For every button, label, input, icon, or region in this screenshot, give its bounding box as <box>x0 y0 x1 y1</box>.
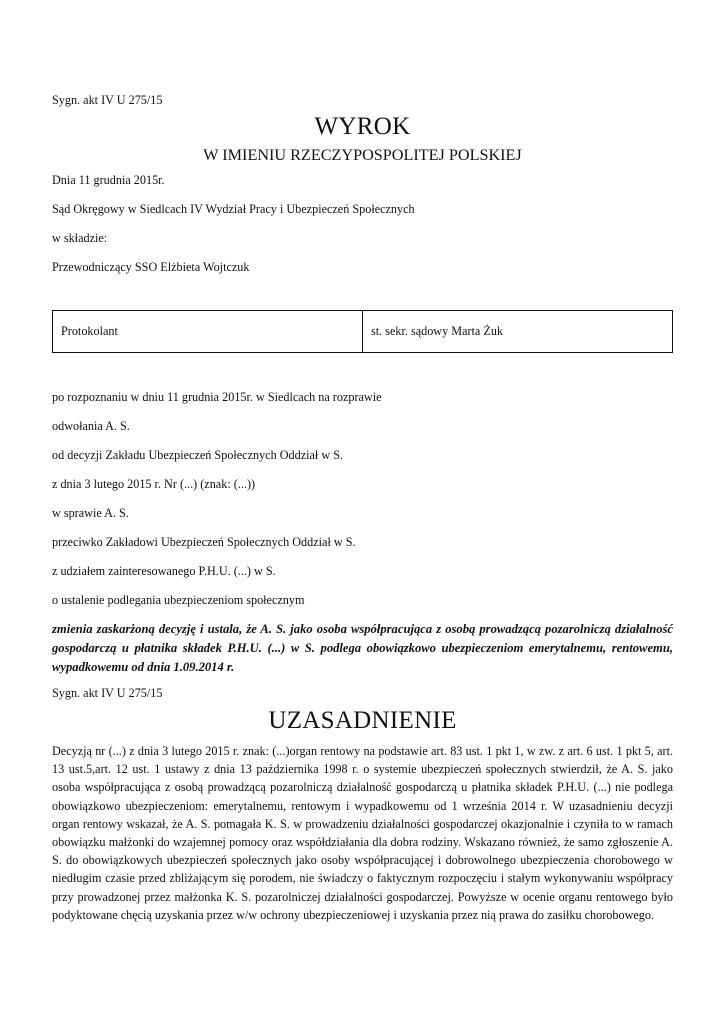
hearing-line: od decyzji Zakładu Ubezpieczeń Społecznych Oddział w S. <box>52 448 344 462</box>
hearing-line: w sprawie A. S. <box>52 506 129 520</box>
justification-paragraph: Decyzją nr (...) z dnia 3 lutego 2015 r. znak: (...)organ rentowy na podstawie art. 83 ust. 1 pkt 1, w zw. z art. 6 ust. 1 pkt 5, art. 13 ust.5,art. 12 ust. 1 ustawy z dnia 13 października 1998 r. o systemie ubezpieczeń społecznych stwierdził, że A. S. jako osoba współpracująca z osobą prowadzącą pozarolniczą działalność gospodarczą u płatnika składek P.H.U. (...) nie podlega obowiązkowo ubezpieczeniom: emerytalnemu, rentowym i wypadkowemu od 1 września 2014 r. W uzasadnieniu decyzji organ rentowy wskazał, że A. S. pomagała K. S. w prowadzeniu działalności gospodarczej okazjonalnie i czyniła to w ramach obowiązku małżonki do wzajemnej pomocy oraz współdziałania dla dobra rodziny. Wskazano również, że samo zgłoszenie A. S. do obowiązkowych ubezpieczeń społecznych jako osoby współpracującej i dobrowolnego ubezpieczenia chorobowego w niedługim czasie przed zbliżającym się porodem, nie świadczy o faktycznym rozpoczęciu i stałym wykonywaniu współpracy przy prowadzonej przez małżonka K. S. pozarolniczej działalności gospodarczej. Powyższe w ocenie organu rentowego było podyktowane chęcią uzyskania przez w/w ochrony ubezpieczeniowej i uzyskania przez nią prawa do zasiłku chorobowego. <box>52 744 673 922</box>
justification-title: UZASADNIENIE <box>268 707 457 734</box>
hearing-line: z dnia 3 lutego 2015 r. Nr (...) (znak: (...)) <box>52 477 256 491</box>
document-subtitle: W IMIENIU RZECZYPOSPOLITEJ POLSKIEJ <box>203 146 522 164</box>
hearing-line: odwołania A. S. <box>52 419 130 433</box>
protocol-value: st. sekr. sądowy Marta Żuk <box>363 311 673 353</box>
case-signature: Sygn. akt IV U 275/15 <box>52 93 163 107</box>
hearing-line: z udziałem zainteresowanego P.H.U. (...) w S. <box>52 564 276 578</box>
protocol-label: Protokolant <box>53 311 363 353</box>
protocol-table <box>52 310 673 353</box>
composition-label: w składzie: <box>52 231 108 245</box>
judgment-date: Dnia 11 grudnia 2015r. <box>52 173 165 187</box>
presiding-judge: Przewodniczący SSO Elżbieta Wojtczuk <box>52 260 250 274</box>
hearing-line: o ustalenie podlegania ubezpieczeniom społecznym <box>52 593 305 607</box>
hearing-line: przeciwko Zakładowi Ubezpieczeń Społecznych Oddział w S. <box>52 535 356 549</box>
hearing-line: po rozpoznaniu w dniu 11 grudnia 2015r. w Siedlcach na rozprawie <box>52 390 382 404</box>
verdict-text: zmienia zaskarżoną decyzję i ustala, że A. S. jako osoba współpracująca z osobą prowadzącą pozarolniczą działalność gospodarczą u płatnika składek P.H.U. (...) w S. podlega obowiązkowo ubezpieczeniom emerytalnemu, rentowemu, wypadkowemu od dnia 1.09.2014 r. <box>52 622 673 674</box>
justification-signature: Sygn. akt IV U 275/15 <box>52 686 163 700</box>
court-name: Sąd Okręgowy w Siedlcach IV Wydział Pracy i Ubezpieczeń Społecznych <box>52 202 415 216</box>
document-title: WYROK <box>314 113 411 140</box>
